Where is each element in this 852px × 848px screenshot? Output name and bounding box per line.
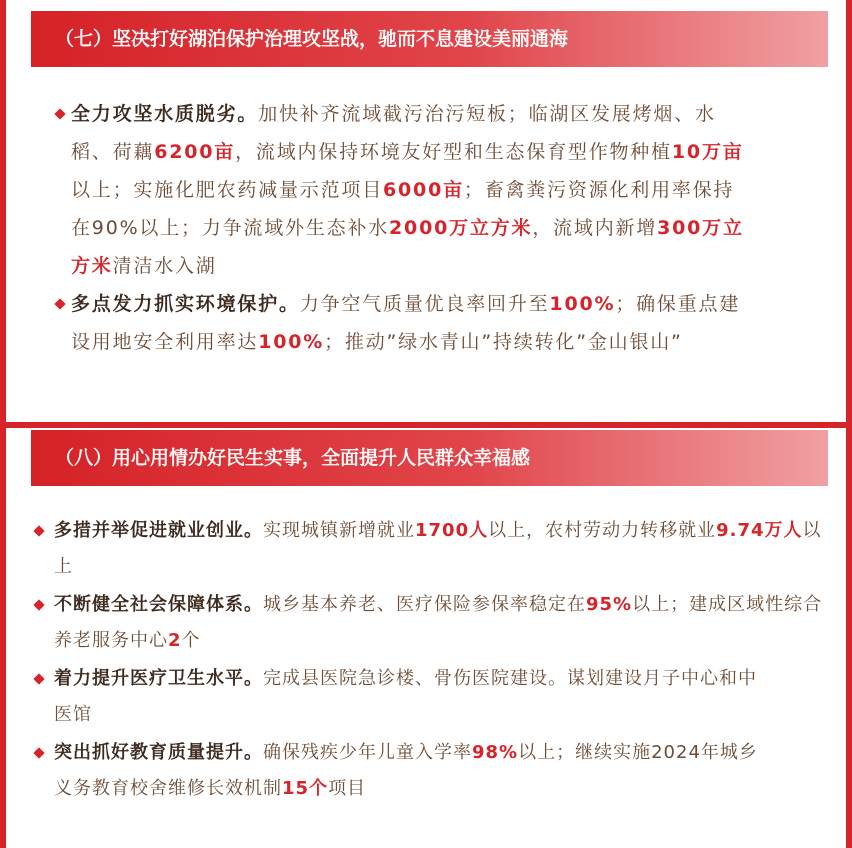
item-body-text: 完成县医院急诊楼、骨伤医院建设。谋划建设月子中心和中医馆 <box>54 668 757 725</box>
item-body-text: ；确保重点建设用地安全利用率达 <box>71 293 741 353</box>
list-item <box>51 285 751 361</box>
highlight-value: 2 <box>168 630 182 651</box>
item-lead-text: 全力攻坚水质脱劣。 <box>71 103 259 125</box>
item-body-text: 清洁水入湖 <box>112 255 217 277</box>
highlight-value: 100% <box>258 331 325 353</box>
item-body-text: 确保残疾少年儿童入学率 <box>263 742 472 763</box>
section-title-7: （七）坚决打好湖泊保护治理攻坚战，驰而不息建设美丽通海 <box>31 11 828 67</box>
item-body-text: ，流域内新增 <box>532 217 658 239</box>
section-body-8 <box>30 513 835 807</box>
item-body-text: 以上；实施化肥农药减量示范项目 <box>71 179 384 201</box>
list-item <box>30 735 835 807</box>
item-text <box>30 513 835 585</box>
item-text <box>51 285 751 361</box>
highlight-value: 300万立方米 <box>71 217 744 277</box>
section-title-8: （八）用心用情办好民生实事，全面提升人民群众幸福感 <box>31 430 828 486</box>
highlight-value: 1700人 <box>415 520 489 541</box>
item-body-text: 城乡基本养老、医疗保险参保率稳定在 <box>263 594 586 615</box>
item-body-text: 项目 <box>328 778 367 799</box>
list-item <box>30 587 835 659</box>
list-item <box>51 95 751 285</box>
highlight-value: 95% <box>586 594 633 615</box>
section-card-7 <box>6 0 846 422</box>
item-lead-text: 突出抓好教育质量提升。 <box>54 742 263 763</box>
item-text <box>30 661 835 733</box>
item-body-text: 个 <box>181 630 201 651</box>
item-body-text: 力争空气质量优良率回升至 <box>299 293 550 315</box>
item-body-text: ；畜禽粪污资源化利用率保持在90%以上；力争流域外生态补水 <box>71 179 735 239</box>
item-text <box>30 735 835 807</box>
highlight-value: 10万亩 <box>671 141 744 163</box>
item-lead-text: 不断健全社会保障体系。 <box>54 594 263 615</box>
item-body-text: 以上；建成区域性综合养老服务中心 <box>54 594 823 651</box>
highlight-value: 98% <box>472 742 519 763</box>
highlight-value: 100% <box>549 293 616 315</box>
list-item <box>30 661 835 733</box>
item-body-text: 以上；继续实施2024年城乡义务教育校舍维修长效机制 <box>54 742 758 799</box>
highlight-value: 6000亩 <box>383 179 464 201</box>
highlight-value: 9.74万人 <box>716 520 803 541</box>
item-text <box>30 587 835 659</box>
item-lead-text: 多点发力抓实环境保护。 <box>71 293 300 315</box>
section-body-7 <box>51 95 751 361</box>
item-lead-text: 着力提升医疗卫生水平。 <box>54 668 263 689</box>
item-text <box>51 95 751 285</box>
highlight-value: 6200亩 <box>154 141 236 163</box>
item-body-text: ，流域内保持环境友好型和生态保育型作物种植 <box>235 141 672 163</box>
highlight-value: 15个 <box>282 778 329 799</box>
list-item <box>30 513 835 585</box>
highlight-value: 2000万立方米 <box>389 217 533 239</box>
item-lead-text: 多措并举促进就业创业。 <box>54 520 263 541</box>
section-card-8 <box>6 428 846 848</box>
item-body-text: 以上 <box>54 520 822 577</box>
item-body-text: 实现城镇新增就业 <box>263 520 415 541</box>
item-body-text: ；推动”绿水青山”持续转化”金山银山” <box>324 331 683 353</box>
item-body-text: 加快补齐流域截污治污短板；临湖区发展烤烟、水稻、荷藕 <box>71 103 716 163</box>
item-body-text: 以上，农村劳动力转移就业 <box>488 520 717 541</box>
